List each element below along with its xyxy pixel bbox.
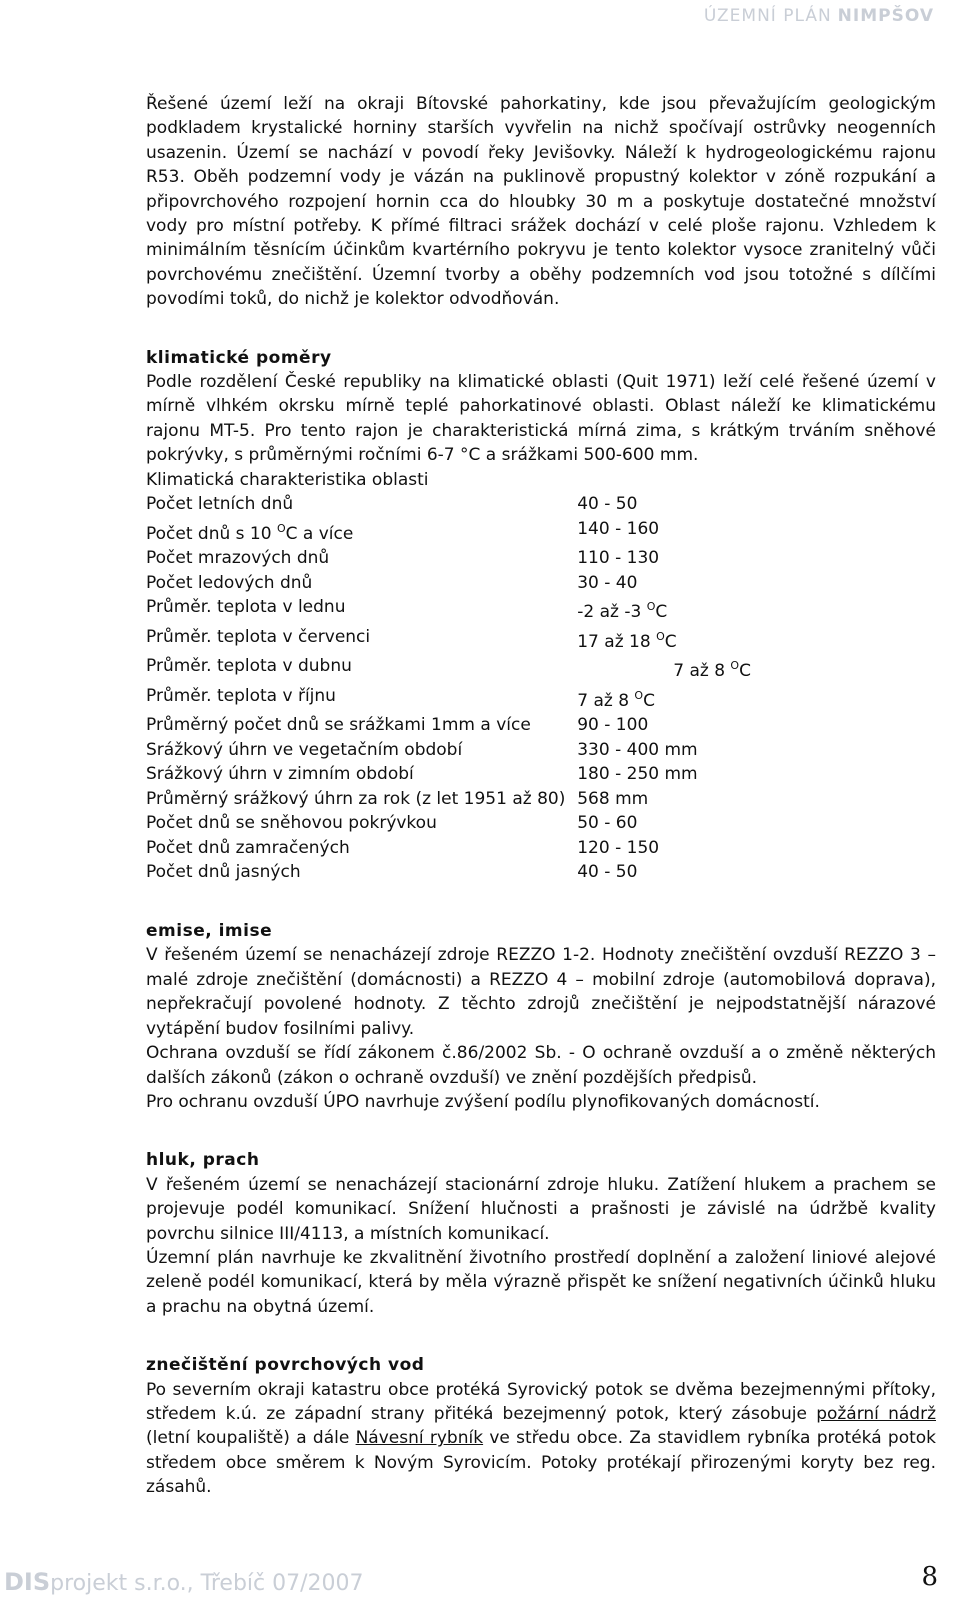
- climate-row-label: [146, 684, 577, 713]
- hluk-heading: hluk, prach: [146, 1150, 260, 1171]
- climate-row-value: [577, 738, 936, 763]
- degree-symbol: O: [646, 600, 656, 614]
- emise-heading: emise, imise: [146, 921, 273, 942]
- document-footer: [0, 1562, 960, 1602]
- hluk-paragraph-1: V řešeném území se nenacházejí stacionární zdroje hluku. Zatížení hlukem a prachem se projevuje podél komunikací. Snížení hlučnosti a prašnosti je závislé na údržbě kvality povrchu silnice III/4113, a místních komunikací.: [146, 1174, 936, 1244]
- header-municipality: NIMPŠOV: [837, 6, 934, 26]
- voda-text-c: ve středu obce. Za stavidlem rybníka protéká potok středem obce směrem k Novým Syrovicím. Potoky protékají přirozenými koryty bez reg. zásahů.: [146, 1428, 937, 1498]
- footer-company: [4, 1568, 364, 1596]
- climate-heading: klimatické poměry: [146, 347, 332, 368]
- climate-table: [146, 492, 936, 885]
- climate-paragraph: Podle rozdělení České republiky na klimatické oblasti (Quit 1971) leží celé řešené území v mírně vlhkém okrsku mírně teplé pahorkatinové oblasti. Oblast náleží ke klimatickému rajonu MT-5. Pro tento rajon je charakteristická mírná zima, s krátkým trváním sněhové pokrývky, s průměrnými ročními 6-7 °C a srážkami 500-600 mm.: [146, 372, 936, 466]
- climate-row: [146, 595, 936, 624]
- climate-row: [146, 517, 936, 546]
- climate-value-unit: C: [739, 661, 751, 682]
- climate-row: [146, 713, 936, 738]
- footer-logo-dis: DIS: [4, 1568, 51, 1596]
- climate-row: [146, 811, 936, 836]
- climate-row: [146, 546, 936, 571]
- climate-label-text: Počet dnů jasných: [146, 862, 301, 883]
- climate-value-text: 40 - 50: [577, 862, 638, 883]
- climate-label-text: Počet ledových dnů: [146, 572, 313, 593]
- climate-row: [146, 787, 936, 812]
- climate-row-label: [146, 492, 577, 517]
- climate-value-text: 140 - 160: [577, 518, 660, 539]
- climate-row-value: [577, 492, 936, 517]
- climate-row-value: [577, 654, 936, 683]
- climate-label-text: Průměr. teplota v červenci: [146, 626, 371, 647]
- climate-label-text: Průměrný počet dnů se srážkami 1mm a více: [146, 714, 531, 735]
- climate-value-text: 50 - 60: [577, 813, 638, 834]
- climate-row-label: [146, 860, 577, 885]
- climate-value-text: 110 - 130: [577, 548, 660, 569]
- climate-row-value: [577, 836, 936, 861]
- climate-row: [146, 836, 936, 861]
- emise-paragraph-3: Pro ochranu ovzduší ÚPO navrhuje zvýšení podílu plynofikovaných domácností.: [146, 1091, 820, 1112]
- climate-row: [146, 684, 936, 713]
- climate-row-label: [146, 787, 577, 812]
- climate-row-value: [577, 571, 936, 596]
- climate-value-text: 180 - 250 mm: [577, 764, 698, 785]
- climate-label-text: Průměr. teplota v dubnu: [146, 656, 352, 677]
- climate-row-label: [146, 517, 577, 546]
- climate-row-value: [577, 811, 936, 836]
- climate-row: [146, 571, 936, 596]
- climate-label-unit: C a více: [285, 523, 354, 544]
- climate-value-text: 568 mm: [577, 788, 649, 809]
- climate-row-label: [146, 811, 577, 836]
- climate-row: [146, 860, 936, 885]
- degree-symbol: O: [656, 629, 665, 643]
- climate-row: [146, 654, 936, 683]
- climate-label-text: Srážkový úhrn ve vegetačním období: [146, 739, 463, 760]
- climate-label-text: Počet dnů zamračených: [146, 837, 350, 858]
- pozarni-nadrz-link[interactable]: požární nádrž: [816, 1403, 936, 1424]
- climate-value-text: -2 až -3: [577, 602, 647, 623]
- climate-row-value: [577, 860, 936, 885]
- climate-row-label: [146, 595, 577, 624]
- climate-row-value: [577, 546, 936, 571]
- climate-row-label: [146, 654, 577, 683]
- climate-row-label: [146, 625, 577, 654]
- climate-row-label: [146, 713, 577, 738]
- degree-symbol: O: [634, 688, 644, 702]
- climate-row-value: [577, 713, 936, 738]
- voda-paragraph: [146, 1378, 936, 1500]
- climate-value-text: 7 až 8: [673, 661, 731, 682]
- voda-text-b: (letní koupaliště) a dále: [146, 1428, 356, 1449]
- climate-row-value: [577, 762, 936, 787]
- climate-value-text: 7 až 8: [577, 690, 635, 711]
- document-header: [704, 6, 934, 26]
- emise-paragraph-2: Ochrana ovzduší se řídí zákonem č.86/2002 Sb. - O ochraně ovzduší a o změně některých dalších zákonů (zákon o ochraně ovzduší) ve znění pozdějších předpisů.: [146, 1043, 936, 1088]
- climate-value-unit: C: [643, 690, 655, 711]
- header-label: ÚZEMNÍ PLÁN: [703, 6, 832, 26]
- climate-value-text: 40 - 50: [577, 494, 638, 515]
- climate-value-text: 330 - 400 mm: [577, 739, 698, 760]
- climate-label-text: Počet dnů s 10: [146, 523, 277, 544]
- climate-row-label: [146, 546, 577, 571]
- voda-text-a: Po severním okraji katastru obce protéká Syrovický potok se dvěma bezejmennými přítoky, středem k.ú. ze západní strany přitéká bezejmenný potok, který zásobuje: [146, 1379, 936, 1424]
- climate-value-text: 90 - 100: [577, 714, 649, 735]
- degree-symbol: O: [276, 521, 286, 535]
- climate-value-text: 30 - 40: [577, 572, 638, 593]
- climate-row: [146, 762, 936, 787]
- hluk-paragraph-2: Územní plán navrhuje ke zkvalitnění životního prostředí doplnění a založení liniové alejové zeleně podél komunikací, která by měla výrazně přispět ke snížení negativních účinků hluku a prachu na obytná území.: [146, 1247, 936, 1317]
- climate-row-label: [146, 738, 577, 763]
- climate-label-text: Srážkový úhrn v zimním období: [146, 764, 414, 785]
- emise-paragraph-1: V řešeném území se nenacházejí zdroje REZZO 1-2. Hodnoty znečištění ovzduší REZZO 3 – malé zdroje znečištění (domácnosti) a REZZO 4 – mobilní zdroje (automobilová doprava), nepřekračují povolené hodnoty. Z těchto zdrojů znečištění je nejpodstatnější nárazové vytápění budov fosilními palivy.: [146, 945, 936, 1039]
- climate-row-value: [577, 517, 936, 546]
- climate-label-text: Počet mrazových dnů: [146, 548, 330, 569]
- navesni-rybnik-link[interactable]: Návesní rybník: [355, 1428, 484, 1449]
- climate-row: [146, 625, 936, 654]
- climate-value-unit: C: [655, 602, 668, 623]
- climate-label-text: Počet letních dnů: [146, 494, 294, 515]
- climate-label-text: Průměr. teplota v lednu: [146, 597, 346, 618]
- climate-value-text: 120 - 150: [577, 837, 660, 858]
- climate-label-text: Průměr. teplota v říjnu: [146, 685, 336, 706]
- intro-paragraph: Řešené území leží na okraji Bítovské pahorkatiny, kde jsou převažujícím geologickým podkladem krystalické horniny starších vyvřelin na nichž spočívají ostrůvky neogenních usazenin. Území se nachází v povodí řeky Jevišovky. Náleží k hydrogeologickému rajonu R53. Oběh podzemní vody je vázán na puklinově propustný kolektor v zóně rozpukání a připovrchového rozpojení hornin cca do hloubky 30 m a poskytuje dostatečné množství vody pro místní potřeby. K přímé filtraci srážek dochází v celé ploše rajonu. Vzhledem k minimálním těsnícím účinkům kvartérního pokryvu je tento kolektor vysoce zranitelný vůči povrchovému znečištění. Územní tvorby a oběhy podzemních vod jsou totožné s dílčími povodími toků, do nichž je kolektor odvodňován.: [146, 94, 936, 310]
- climate-row-value: [577, 787, 936, 812]
- climate-row-value: [577, 625, 936, 654]
- climate-value-unit: C: [664, 631, 677, 652]
- climate-row-value: [577, 595, 936, 624]
- document-body: [146, 92, 936, 1500]
- climate-row-label: [146, 762, 577, 787]
- climate-label-text: Průměrný srážkový úhrn za rok (z let 1951 až 80): [146, 788, 566, 809]
- degree-symbol: O: [730, 659, 740, 673]
- climate-row: [146, 492, 936, 517]
- climate-row-label: [146, 571, 577, 596]
- climate-value-text: 17 až 18: [577, 631, 657, 652]
- climate-row: [146, 738, 936, 763]
- climate-table-title: Klimatická charakteristika oblasti: [146, 469, 429, 490]
- climate-row-value: [577, 684, 936, 713]
- page-number: 8: [921, 1562, 938, 1592]
- voda-heading: znečištění povrchových vod: [146, 1355, 425, 1376]
- footer-company-text: projekt s.r.o., Třebíč 07/2007: [50, 1571, 364, 1596]
- climate-row-label: [146, 836, 577, 861]
- climate-label-text: Počet dnů se sněhovou pokrývkou: [146, 813, 437, 834]
